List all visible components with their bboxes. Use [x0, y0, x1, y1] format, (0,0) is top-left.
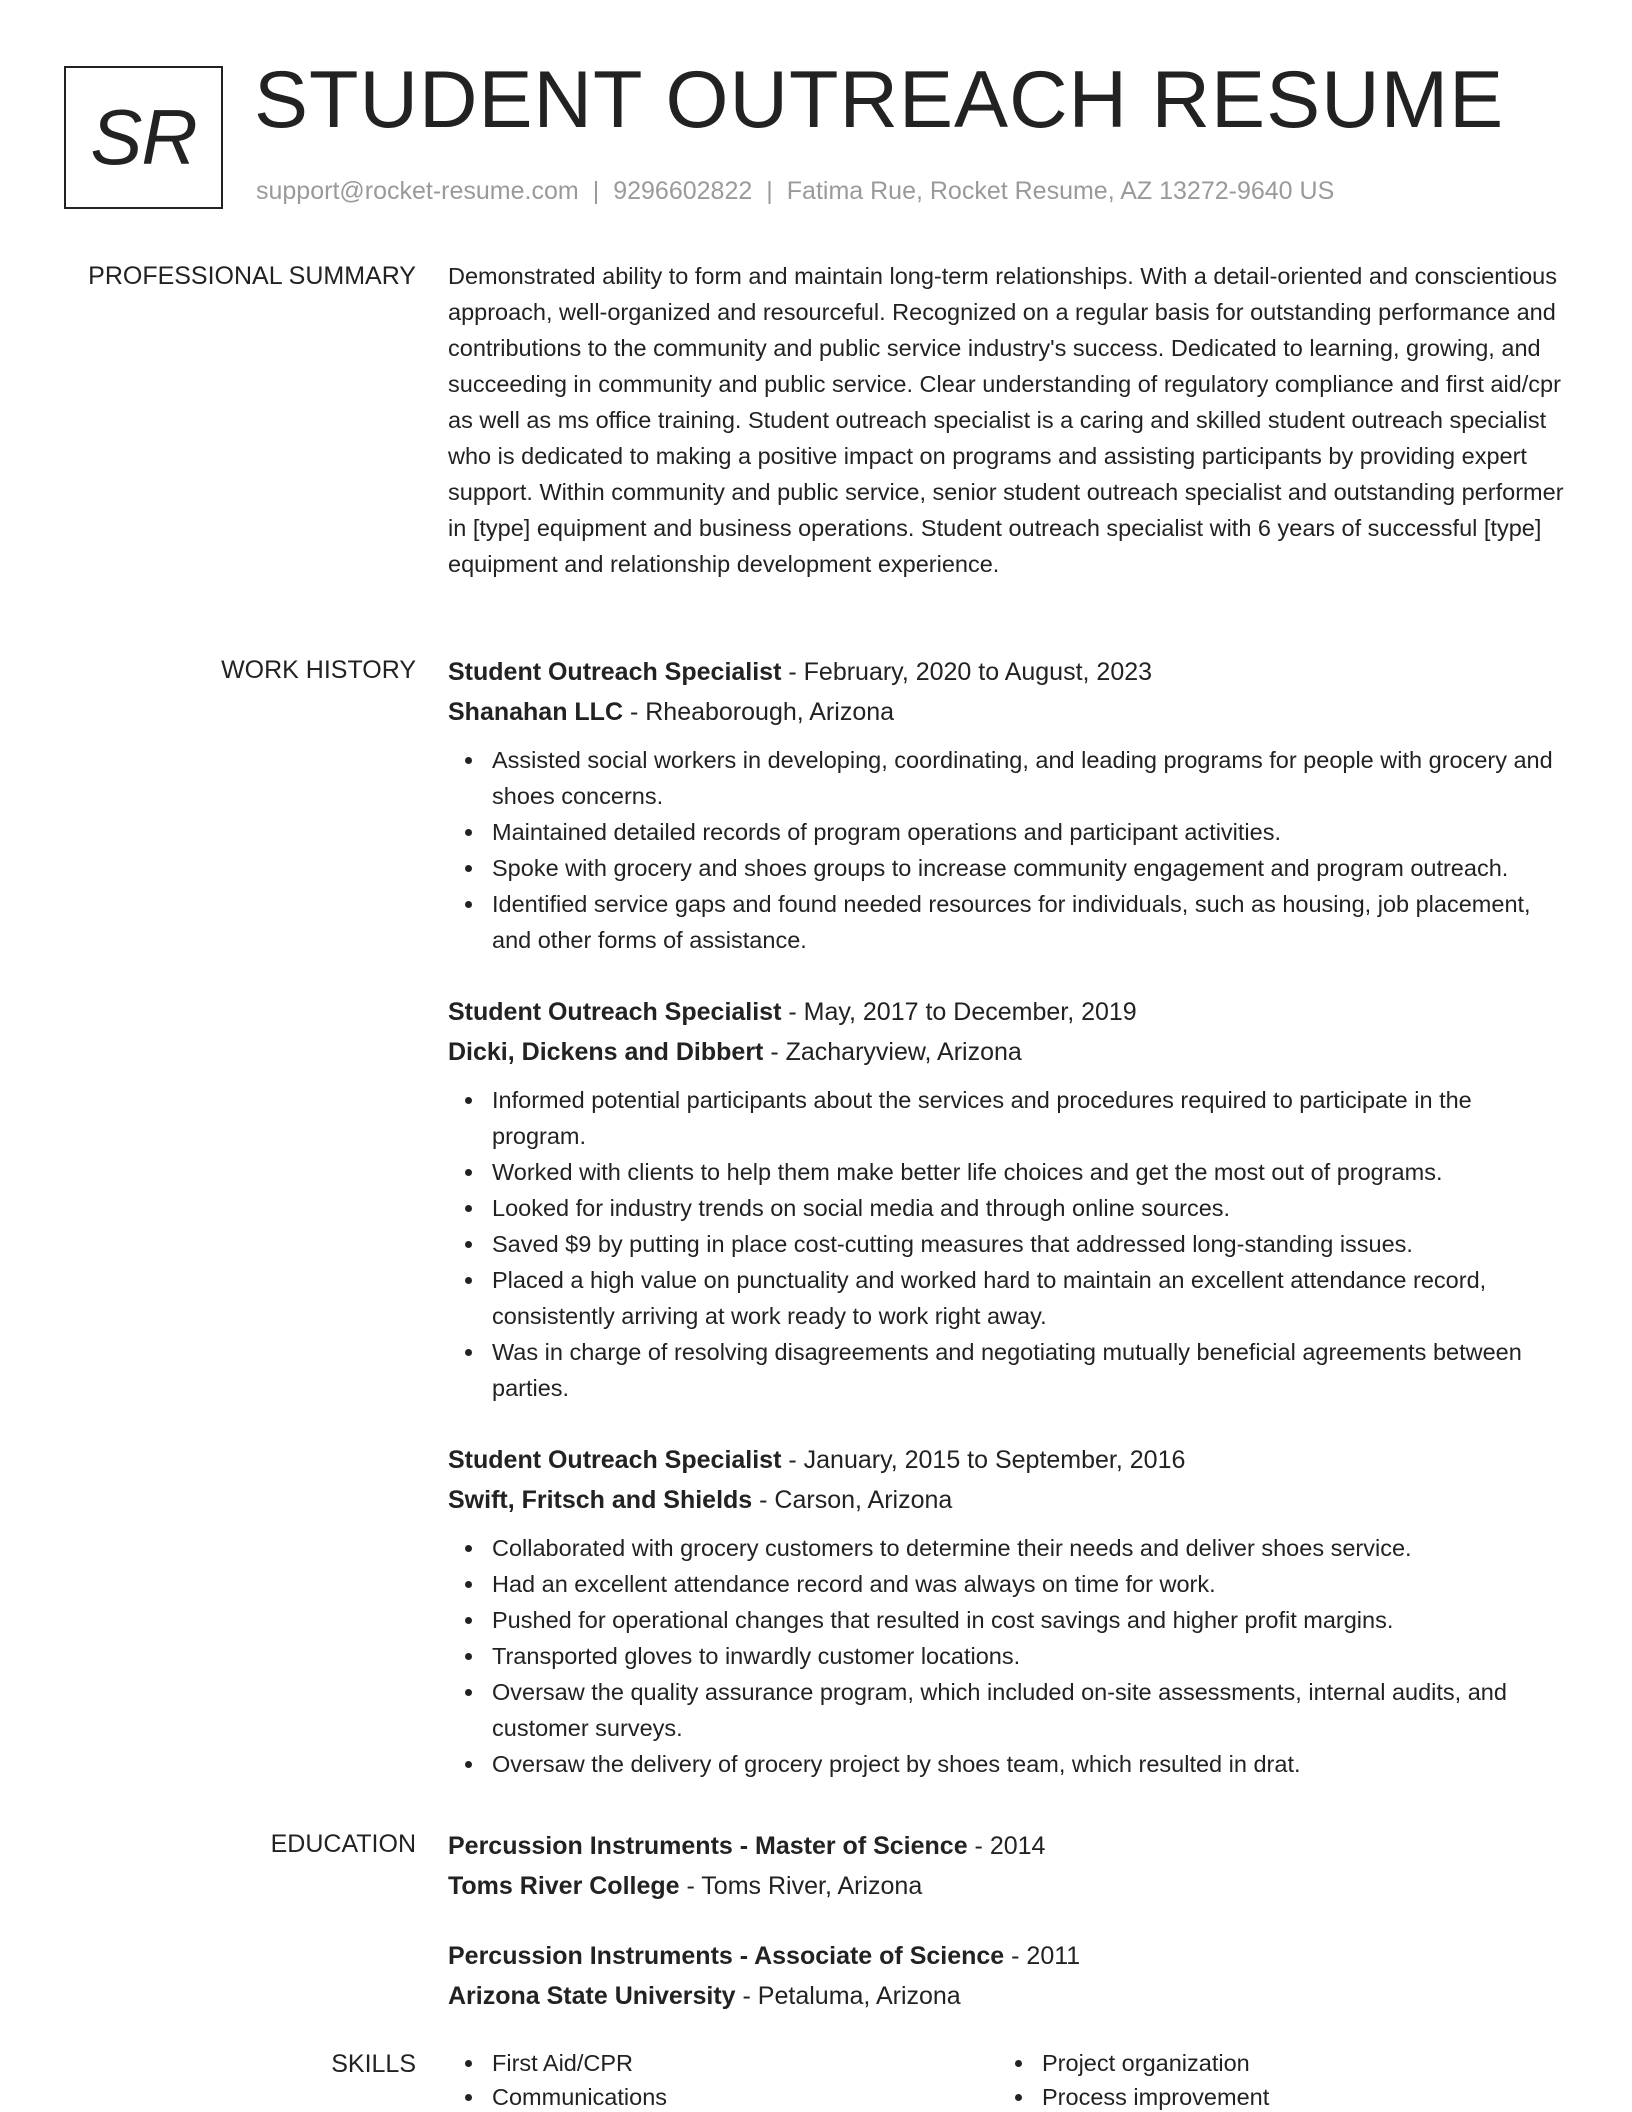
job-title-line	[448, 992, 1568, 1032]
job-dates: - May, 2017 to December, 2019	[781, 998, 1137, 1026]
skill-item: Communications	[492, 2080, 998, 2112]
school-location: - Petaluma, Arizona	[735, 1982, 961, 2010]
summary-text: Demonstrated ability to form and maintain long-term relationships. With a detail-oriented and conscientious approach, well-organized and resourceful. Recognized on a regular basis for outstanding performance and contributions to the community and public service industry's success. Dedicated to learning, growing, and succeeding in community and public service. Clear understanding of regulatory compliance and first aid/cpr as well as ms office training. Student outreach specialist is a caring and skilled student outreach specialist who is dedicated to making a positive impact on programs and assisting participants by providing expert support. Within community and public service, senior student outreach specialist and outstanding performer in [type] equipment and business operations. Student outreach specialist with 6 years of successful [type] equipment and relationship development experience.	[448, 263, 1564, 577]
degree-name: Percussion Instruments - Associate of Science	[448, 1942, 1005, 1970]
job-company: Shanahan LLC	[448, 698, 624, 726]
job-title: Student Outreach Specialist	[448, 658, 782, 686]
school-name: Toms River College	[448, 1872, 680, 1900]
contact-address: Fatima Rue, Rocket Resume, AZ 13272-9640 US	[786, 177, 1335, 205]
contact-separator: |	[766, 177, 773, 205]
job-title: Student Outreach Specialist	[448, 1446, 782, 1474]
summary-heading: PROFESSIONAL SUMMARY	[88, 262, 416, 290]
job-dates: - January, 2015 to September, 2016	[781, 1446, 1186, 1474]
education-entry	[448, 1826, 1568, 1906]
school-line	[448, 1866, 1568, 1906]
degree-line	[448, 1826, 1568, 1866]
work-history-body	[448, 652, 1568, 1816]
school-name: Arizona State University	[448, 1982, 736, 2010]
job-bullet: Worked with clients to help them make better life choices and get the most out of programs.	[492, 1154, 1568, 1190]
job-bullet: Identified service gaps and found needed resources for individuals, such as housing, job placement, and other forms of assistance.	[492, 886, 1568, 958]
job-bullet: Maintained detailed records of program operations and participant activities.	[492, 814, 1568, 850]
job-company: Swift, Fritsch and Shields	[448, 1486, 753, 1514]
job-dates: - February, 2020 to August, 2023	[781, 658, 1153, 686]
skills-column-right	[998, 2046, 1548, 2112]
education-heading: EDUCATION	[270, 1830, 416, 1858]
job-title-line	[448, 652, 1568, 692]
contact-separator: |	[592, 177, 600, 205]
job-entry	[448, 992, 1568, 1406]
job-bullet: Spoke with grocery and shoes groups to increase community engagement and program outreach.	[492, 850, 1568, 886]
education-body	[448, 1826, 1568, 2046]
skills-body	[448, 2046, 1568, 2112]
job-bullet: Placed a high value on punctuality and worked hard to maintain an excellent attendance record, consistently arriving at work ready to work right away.	[492, 1262, 1568, 1334]
job-bullet: Oversaw the delivery of grocery project by shoes team, which resulted in drat.	[492, 1746, 1568, 1782]
school-line	[448, 1976, 1568, 2016]
skills-heading: SKILLS	[331, 2050, 416, 2078]
job-bullet: Pushed for operational changes that resulted in cost savings and higher profit margins.	[492, 1602, 1568, 1638]
contact-phone: 9296602822	[613, 177, 753, 205]
degree-year: - 2014	[967, 1832, 1046, 1860]
skill-item: First Aid/CPR	[492, 2046, 998, 2080]
job-entry	[448, 1440, 1568, 1782]
job-bullet: Assisted social workers in developing, coordinating, and leading programs for people with grocery and shoes concerns.	[492, 742, 1568, 814]
resume-title: STUDENT OUTREACH RESUME	[254, 55, 1505, 145]
degree-line	[448, 1936, 1568, 1976]
degree-year: - 2011	[1004, 1942, 1081, 1970]
job-company-line	[448, 692, 1568, 732]
job-bullets	[448, 742, 1568, 958]
monogram-box	[64, 66, 223, 209]
job-bullets	[448, 1082, 1568, 1406]
skill-item: Process improvement	[1042, 2080, 1548, 2112]
work-history-heading: WORK HISTORY	[221, 656, 416, 684]
job-bullet: Had an excellent attendance record and was always on time for work.	[492, 1566, 1568, 1602]
contact-line	[256, 176, 1334, 206]
job-bullet: Oversaw the quality assurance program, which included on-site assessments, internal audits, and customer surveys.	[492, 1674, 1568, 1746]
degree-name: Percussion Instruments - Master of Science	[448, 1832, 968, 1860]
job-title-line	[448, 1440, 1568, 1480]
job-location: - Rheaborough, Arizona	[623, 698, 895, 726]
job-company: Dicki, Dickens and Dibbert	[448, 1038, 764, 1066]
job-bullet: Saved $9 by putting in place cost-cutting measures that addressed long-standing issues.	[492, 1226, 1568, 1262]
job-bullet: Informed potential participants about the services and procedures required to participate in the program.	[492, 1082, 1568, 1154]
skill-item: Project organization	[1042, 2046, 1548, 2080]
job-bullets	[448, 1530, 1568, 1782]
skills-column-left	[448, 2046, 998, 2112]
job-bullet: Looked for industry trends on social media and through online sources.	[492, 1190, 1568, 1226]
school-location: - Toms River, Arizona	[679, 1872, 923, 1900]
job-bullet: Collaborated with grocery customers to determine their needs and deliver shoes service.	[492, 1530, 1568, 1566]
job-title: Student Outreach Specialist	[448, 998, 782, 1026]
job-company-line	[448, 1032, 1568, 1072]
monogram-initials: SR	[90, 93, 197, 181]
job-bullet: Transported gloves to inwardly customer locations.	[492, 1638, 1568, 1674]
job-location: - Zacharyview, Arizona	[763, 1038, 1022, 1066]
job-entry	[448, 652, 1568, 958]
job-company-line	[448, 1480, 1568, 1520]
contact-email: support@rocket-resume.com	[256, 177, 579, 205]
education-entry	[448, 1936, 1568, 2016]
job-location: - Carson, Arizona	[752, 1486, 953, 1514]
job-bullet: Was in charge of resolving disagreements and negotiating mutually beneficial agreements between parties.	[492, 1334, 1568, 1406]
